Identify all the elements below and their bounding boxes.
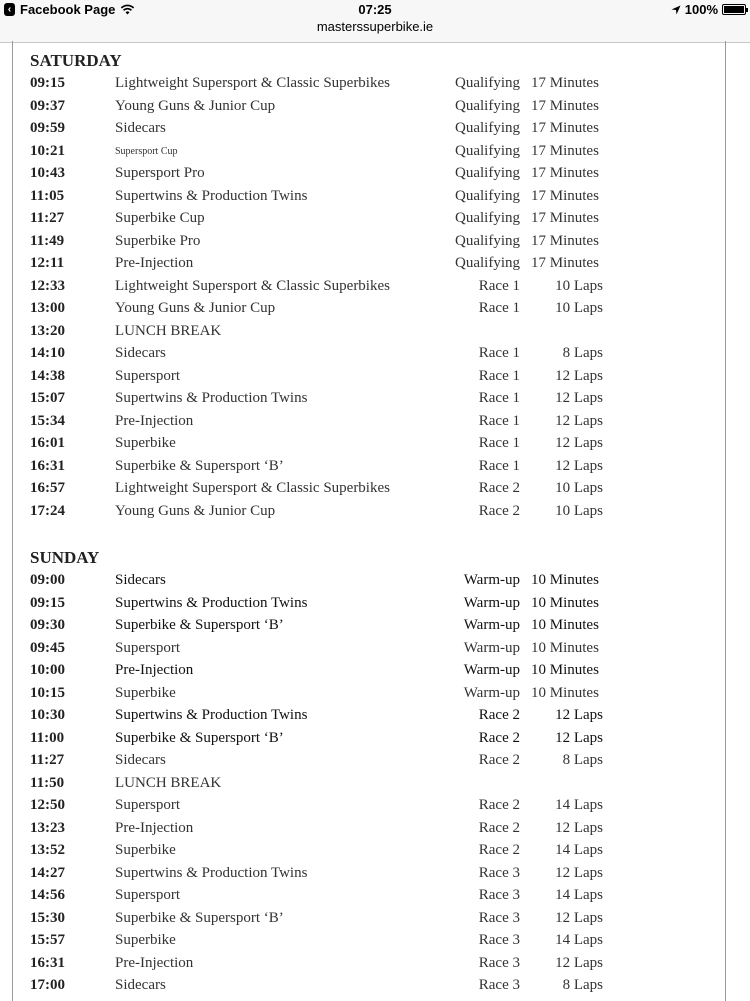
class-name: Supertwins & Production Twins — [115, 390, 308, 406]
session-time: 10:43 — [30, 165, 65, 181]
session-length: 12 Laps — [555, 864, 603, 881]
session-type: Warm-up — [463, 639, 520, 656]
schedule-row — [13, 75, 725, 97]
session-time: 14:10 — [30, 345, 65, 361]
session-type: Race 1 — [478, 367, 520, 384]
schedule-row — [13, 210, 725, 232]
class-name: Young Guns & Junior Cup — [115, 97, 276, 114]
session-time: 12:50 — [30, 797, 65, 813]
schedule-row — [13, 865, 725, 887]
session-length: 12 Laps — [555, 819, 603, 836]
session-time: 10:30 — [30, 707, 65, 723]
session-length: 14 Laps — [555, 932, 603, 948]
session-time: 11:50 — [30, 774, 65, 791]
session-length: 10 Laps — [555, 480, 603, 496]
schedule-row — [13, 98, 725, 120]
schedule-row — [13, 775, 725, 797]
schedule-row — [13, 617, 725, 639]
session-time: 14:56 — [30, 887, 65, 903]
session-type: Race 2 — [478, 797, 520, 813]
session-type: Race 1 — [478, 412, 520, 429]
url-domain[interactable]: masterssuperbike.ie — [316, 19, 434, 34]
session-length: 8 Laps — [562, 345, 603, 361]
schedule-row — [13, 345, 725, 367]
class-name: Lightweight Supersport & Classic Superbikes — [115, 277, 390, 294]
class-name: Superbike & Supersport ‘B’ — [115, 729, 284, 746]
session-length: 17 Minutes — [531, 97, 599, 114]
session-length: 10 Minutes — [531, 594, 599, 611]
session-length: 17 Minutes — [531, 210, 599, 226]
session-type: Qualifying — [455, 142, 520, 159]
schedule-row — [13, 955, 725, 977]
class-name: Supersport — [115, 367, 180, 384]
schedule-row — [13, 323, 725, 345]
location-arrow-icon — [671, 5, 681, 15]
session-type: Race 1 — [478, 435, 520, 451]
session-type: Warm-up — [463, 594, 520, 611]
session-length: 12 Laps — [555, 707, 603, 723]
session-type: Warm-up — [463, 662, 520, 678]
session-time: 10:21 — [30, 142, 65, 159]
session-length: 14 Laps — [555, 887, 603, 903]
schedule-row — [13, 977, 725, 999]
class-name: Sidecars — [115, 977, 166, 993]
class-name: Supersport — [115, 887, 180, 903]
sunday-heading: SUNDAY — [30, 548, 100, 567]
schedule-row — [13, 458, 725, 480]
session-length: 12 Laps — [555, 412, 603, 429]
session-time: 15:57 — [30, 932, 65, 948]
class-name: Supertwins & Production Twins — [115, 187, 308, 204]
session-length: 17 Minutes — [531, 187, 599, 204]
session-type: Race 1 — [478, 277, 520, 294]
session-time: 11:49 — [30, 232, 65, 249]
session-type: Race 3 — [478, 977, 520, 993]
session-length: 12 Laps — [555, 954, 603, 971]
session-length: 17 Minutes — [531, 142, 599, 159]
class-name: Superbike — [115, 684, 176, 701]
schedule-row — [13, 143, 725, 165]
session-type: Race 2 — [478, 480, 520, 496]
clock: 07:25 — [358, 2, 392, 17]
class-name: Supertwins & Production Twins — [115, 864, 308, 881]
session-length: 10 Laps — [555, 300, 603, 316]
session-type: Race 2 — [478, 842, 520, 858]
session-time: 09:30 — [30, 617, 65, 633]
schedule-row — [13, 820, 725, 842]
session-length: 12 Laps — [555, 390, 603, 406]
session-length: 8 Laps — [562, 752, 603, 768]
session-time: 09:45 — [30, 639, 65, 656]
session-time: 09:00 — [30, 572, 65, 588]
class-name: Sidecars — [115, 345, 166, 361]
class-name: Superbike & Supersport ‘B’ — [115, 617, 284, 633]
session-time: 12:33 — [30, 277, 65, 294]
schedule-row — [13, 188, 725, 210]
class-name: Supertwins & Production Twins — [115, 707, 308, 723]
session-length: 12 Laps — [555, 367, 603, 384]
class-name: Pre-Injection — [115, 819, 194, 836]
status-right — [671, 2, 746, 17]
saturday-heading: SATURDAY — [30, 51, 122, 70]
session-time: 16:31 — [30, 954, 65, 971]
session-type: Qualifying — [455, 120, 520, 136]
schedule-row — [13, 595, 725, 617]
schedule-row — [13, 300, 725, 322]
session-time: 17:24 — [30, 502, 65, 519]
class-name: Sidecars — [115, 752, 166, 768]
schedule-row — [13, 278, 725, 300]
schedule-row — [13, 887, 725, 909]
session-time: 16:57 — [30, 480, 65, 496]
class-name: Supersport — [115, 639, 180, 656]
schedule-row — [13, 932, 725, 954]
schedule-row — [13, 480, 725, 502]
schedule-row — [13, 435, 725, 457]
schedule-row — [13, 685, 725, 707]
session-type: Race 3 — [478, 864, 520, 881]
session-time: 12:11 — [30, 255, 65, 271]
class-name: Pre-Injection — [115, 662, 194, 678]
status-bar — [0, 0, 750, 20]
session-type: Qualifying — [455, 210, 520, 226]
session-type: Race 2 — [478, 819, 520, 836]
schedule-row — [13, 120, 725, 142]
session-type: Qualifying — [455, 232, 520, 249]
session-length: 10 Laps — [555, 502, 603, 519]
session-type: Race 3 — [478, 887, 520, 903]
session-type: Race 2 — [478, 707, 520, 723]
schedule-row — [13, 368, 725, 390]
session-time: 13:52 — [30, 842, 65, 858]
schedule-row — [13, 730, 725, 752]
schedule-row — [13, 390, 725, 412]
session-time: 11:27 — [30, 752, 65, 768]
class-name: LUNCH BREAK — [115, 774, 222, 791]
class-name: Pre-Injection — [115, 412, 194, 429]
session-type: Race 3 — [478, 954, 520, 971]
class-name: Sidecars — [115, 572, 166, 588]
session-time: 13:20 — [30, 322, 65, 339]
session-time: 16:01 — [30, 435, 65, 451]
session-type: Warm-up — [463, 684, 520, 701]
schedule-row — [13, 910, 725, 932]
class-name: Supersport Pro — [115, 165, 205, 181]
session-length: 10 Laps — [555, 277, 603, 294]
session-time: 17:00 — [30, 977, 65, 993]
class-name: Superbike Cup — [115, 210, 205, 226]
class-name: Supersport Cup — [115, 145, 178, 157]
session-type: Race 3 — [478, 909, 520, 926]
class-name: Sidecars — [115, 120, 166, 136]
schedule-row — [13, 707, 725, 729]
class-name: Young Guns & Junior Cup — [115, 300, 276, 316]
class-name: Supertwins & Production Twins — [115, 594, 308, 611]
class-name: LUNCH BREAK — [115, 322, 222, 339]
back-arrow-icon[interactable]: ‹ — [4, 3, 15, 16]
session-time: 09:15 — [30, 75, 65, 91]
class-name: Lightweight Supersport & Classic Superbikes — [115, 480, 390, 496]
session-length: 12 Laps — [555, 909, 603, 926]
session-type: Race 1 — [478, 345, 520, 361]
session-length: 10 Minutes — [531, 639, 599, 656]
class-name: Supersport — [115, 797, 180, 813]
schedule-row — [13, 165, 725, 187]
session-time: 15:30 — [30, 909, 65, 926]
session-length: 12 Laps — [555, 435, 603, 451]
session-type: Qualifying — [455, 165, 520, 181]
session-length: 17 Minutes — [531, 232, 599, 249]
schedule-row — [13, 572, 725, 594]
session-length: 14 Laps — [555, 842, 603, 858]
session-type: Race 3 — [478, 932, 520, 948]
session-type: Qualifying — [455, 255, 520, 271]
session-type: Race 1 — [478, 300, 520, 316]
schedule-row — [13, 413, 725, 435]
class-name: Young Guns & Junior Cup — [115, 502, 276, 519]
session-length: 14 Laps — [555, 797, 603, 813]
session-time: 14:27 — [30, 864, 65, 881]
schedule-row — [13, 842, 725, 864]
schedule-row — [13, 255, 725, 277]
class-name: Pre-Injection — [115, 954, 194, 971]
session-time: 09:15 — [30, 594, 65, 611]
class-name: Superbike Pro — [115, 232, 201, 249]
session-length: 17 Minutes — [531, 165, 599, 181]
session-length: 17 Minutes — [531, 75, 599, 91]
session-time: 13:00 — [30, 300, 65, 316]
session-type: Race 1 — [478, 457, 520, 474]
session-type: Race 2 — [478, 502, 520, 519]
session-type: Race 1 — [478, 390, 520, 406]
schedule-row — [13, 752, 725, 774]
session-time: 11:27 — [30, 210, 65, 226]
schedule-row — [13, 233, 725, 255]
url-bar[interactable] — [0, 20, 750, 43]
session-time: 15:34 — [30, 412, 65, 429]
session-time: 13:23 — [30, 819, 65, 836]
session-time: 10:00 — [30, 662, 65, 678]
session-length: 17 Minutes — [531, 255, 599, 271]
session-type: Qualifying — [455, 187, 520, 204]
session-length: 10 Minutes — [531, 572, 599, 588]
class-name: Superbike — [115, 435, 176, 451]
schedule-page — [12, 41, 726, 1001]
session-length: 10 Minutes — [531, 617, 599, 633]
class-name: Pre-Injection — [115, 255, 194, 271]
session-type: Warm-up — [463, 572, 520, 588]
session-time: 14:38 — [30, 367, 65, 384]
session-type: Warm-up — [463, 617, 520, 633]
session-type: Qualifying — [455, 75, 520, 91]
class-name: Superbike — [115, 842, 176, 858]
session-time: 10:15 — [30, 684, 65, 701]
session-time: 16:31 — [30, 457, 65, 474]
session-time: 09:59 — [30, 120, 65, 136]
session-length: 10 Minutes — [531, 684, 599, 701]
class-name: Superbike & Supersport ‘B’ — [115, 909, 284, 926]
schedule-row — [13, 640, 725, 662]
session-length: 10 Minutes — [531, 662, 599, 678]
schedule-row — [13, 662, 725, 684]
class-name: Superbike & Supersport ‘B’ — [115, 457, 284, 474]
class-name: Lightweight Supersport & Classic Superbikes — [115, 75, 390, 91]
battery-percent: 100% — [684, 2, 718, 17]
session-length: 12 Laps — [555, 457, 603, 474]
session-type: Race 2 — [478, 752, 520, 768]
back-app-label[interactable]: Facebook Page — [20, 2, 116, 17]
session-time: 11:05 — [30, 187, 65, 204]
class-name: Superbike — [115, 932, 176, 948]
schedule-row — [13, 797, 725, 819]
battery-icon — [722, 4, 746, 15]
session-time: 09:37 — [30, 97, 65, 114]
session-length: 8 Laps — [562, 977, 603, 993]
session-time: 15:07 — [30, 390, 65, 406]
session-length: 17 Minutes — [531, 120, 599, 136]
schedule-row — [13, 503, 725, 525]
session-type: Qualifying — [455, 97, 520, 114]
session-length: 12 Laps — [555, 729, 603, 746]
session-time: 11:00 — [30, 729, 65, 746]
session-type: Race 2 — [478, 729, 520, 746]
